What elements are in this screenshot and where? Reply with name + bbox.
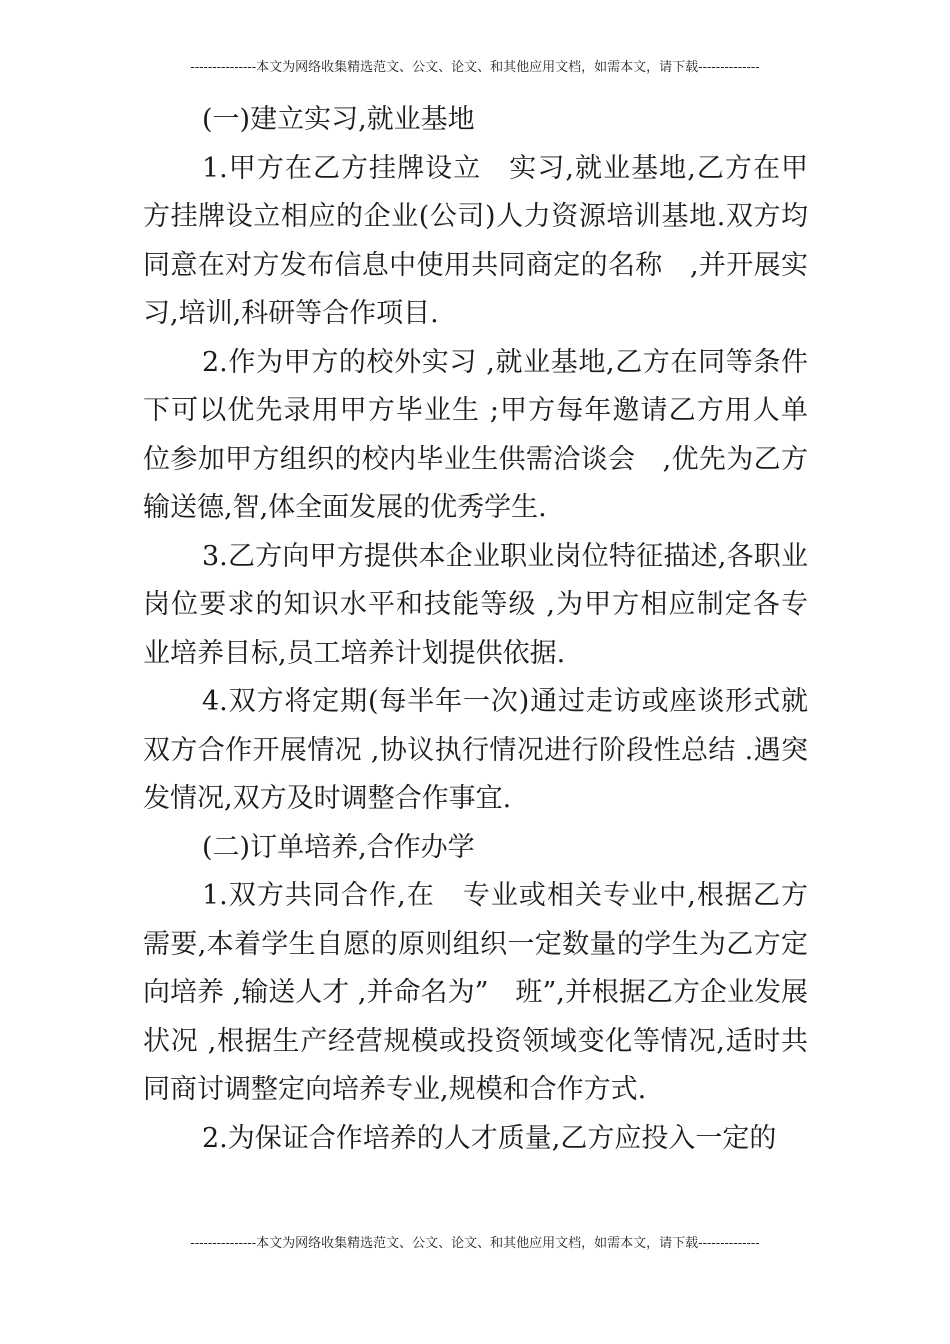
paragraph-1-3: 3.乙方向甲方提供本企业职业岗位特征描述,各职业岗位要求的知识水平和技能等级 ,为甲方相应制定各专业培养目标,员工培养计划提供依据.: [143, 540, 808, 669]
footer-banner: ---------------本文为网络收集精选范文、公文、论文、和其他应用文档，如需本文，请下载--------------: [190, 1236, 760, 1251]
document-body: [143, 96, 808, 1163]
paragraph-2-2: 2.为保证合作培养的人才质量,乙方应投入一定的: [202, 1122, 777, 1154]
section-heading-2: (二)订单培养,合作办学: [202, 831, 475, 863]
paragraph-2-1: 1.双方共同合作,在 专业或相关专业中,根据乙方需要,本着学生自愿的原则组织一定数量的学生为乙方定向培养 ,输送人才 ,并命名为” 班”,并根据乙方企业发展状况 ,根据生产经营规模或投资领域变化等情况,适时共同商讨调整定向培养专业,规模和合作方式.: [143, 880, 808, 1105]
paragraph-1-2: 2.作为甲方的校外实习 ,就业基地,乙方在同等条件下可以优先录用甲方毕业生 ;甲方每年邀请乙方用人单位参加甲方组织的校内毕业生供需洽谈会 ,优先为乙方输送德,智,体全面发展的优秀学生.: [143, 346, 808, 523]
header-banner: ---------------本文为网络收集精选范文、公文、论文、和其他应用文档，如需本文，请下载--------------: [190, 60, 760, 75]
paragraph-1-1: 1.甲方在乙方挂牌设立 实习,就业基地,乙方在甲方挂牌设立相应的企业(公司)人力资源培训基地.双方均同意在对方发布信息中使用共同商定的名称 ,并开展实习,培训,科研等合作项目.: [143, 152, 808, 329]
section-heading-1: (一)建立实习,就业基地: [202, 104, 475, 135]
paragraph-1-4: 4.双方将定期(每半年一次)通过走访或座谈形式就双方合作开展情况 ,协议执行情况进行阶段性总结 .遇突发情况,双方及时调整合作事宜.: [143, 686, 808, 814]
